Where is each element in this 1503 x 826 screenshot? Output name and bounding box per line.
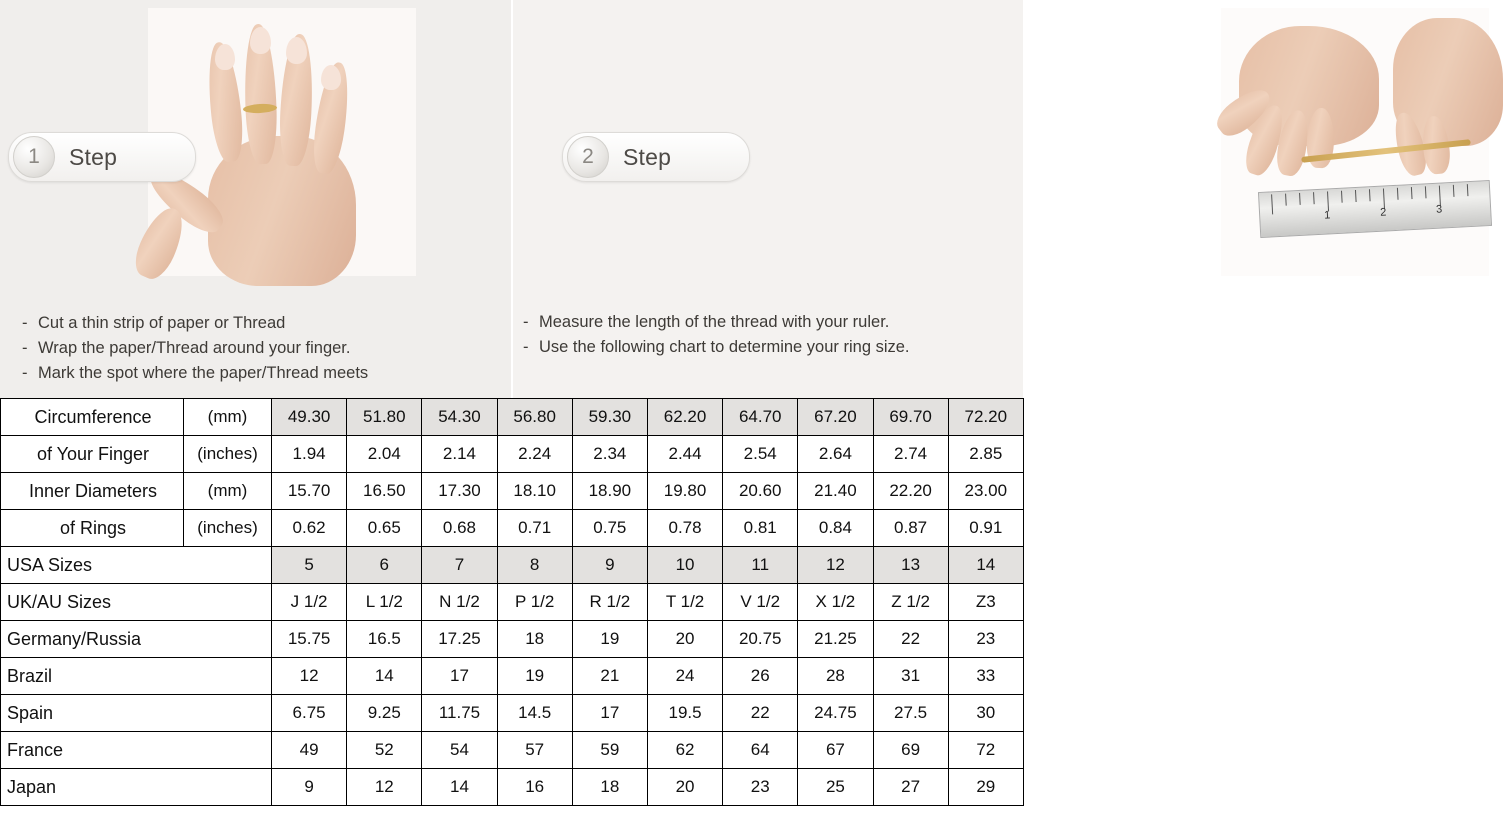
step-1-instructions: - Cut a thin strip of paper or Thread - Wrap the paper/Thread around your finger. - Mark the spot where the paper/Thread meets <box>22 314 369 382</box>
cell: Z 1/2 <box>873 584 948 621</box>
cell: 19.80 <box>647 473 722 510</box>
cell: 0.91 <box>948 510 1023 547</box>
table-row <box>1 436 1024 473</box>
cell: 51.80 <box>347 399 422 436</box>
step-2-instruction-2: Use the following chart to determine your ring size. <box>539 338 910 356</box>
table-row <box>1 621 1024 658</box>
cell: 0.75 <box>572 510 647 547</box>
cell: 59 <box>572 732 647 769</box>
cell: 6.75 <box>272 695 347 732</box>
cell: 18 <box>497 621 572 658</box>
cell: R 1/2 <box>572 584 647 621</box>
cell: 23 <box>723 769 798 806</box>
cell: 24 <box>647 658 722 695</box>
ring-size-table <box>0 398 1024 806</box>
cell: 27.5 <box>873 695 948 732</box>
row-label-circumference: Circumference <box>1 399 184 436</box>
cell: 21.40 <box>798 473 873 510</box>
cell: 0.81 <box>723 510 798 547</box>
cell: 9.25 <box>347 695 422 732</box>
cell: 13 <box>873 547 948 584</box>
row-label-brazil: Brazil <box>1 658 272 695</box>
cell: 30 <box>948 695 1023 732</box>
cell: 20 <box>647 769 722 806</box>
cell: 11 <box>723 547 798 584</box>
cell: 18.10 <box>497 473 572 510</box>
cell: 2.34 <box>572 436 647 473</box>
cell: 20.60 <box>723 473 798 510</box>
ruler-number-3: 3 <box>1435 203 1443 216</box>
ruler-number-1: 1 <box>1323 209 1331 222</box>
cell: 16.50 <box>347 473 422 510</box>
table-row <box>1 473 1024 510</box>
cell: 31 <box>873 658 948 695</box>
cell: 19 <box>572 621 647 658</box>
table-row <box>1 547 1024 584</box>
step-1-instruction-2: Wrap the paper/Thread around your finger. <box>38 339 351 357</box>
ring-size-table-wrap <box>0 398 1023 806</box>
cell: 2.14 <box>422 436 497 473</box>
step-2-label: Step <box>623 143 672 170</box>
step-1-instruction-1: Cut a thin strip of paper or Thread <box>38 314 286 332</box>
cell: 52 <box>347 732 422 769</box>
cell: 23 <box>948 621 1023 658</box>
cell: 22.20 <box>873 473 948 510</box>
cell: 2.74 <box>873 436 948 473</box>
table-row <box>1 399 1024 436</box>
cell: 16.5 <box>347 621 422 658</box>
step-2-number: 2 <box>567 136 609 178</box>
cell: 0.78 <box>647 510 722 547</box>
cell: 14 <box>422 769 497 806</box>
step-2-panel <box>511 0 1443 398</box>
cell: N 1/2 <box>422 584 497 621</box>
table-row <box>1 658 1024 695</box>
cell: 17 <box>422 658 497 695</box>
cell: 19 <box>497 658 572 695</box>
step-2-photo <box>1221 8 1489 276</box>
row-label-uk-au: UK/AU Sizes <box>1 584 272 621</box>
cell: 8 <box>497 547 572 584</box>
cell: 69 <box>873 732 948 769</box>
row-label-japan: Japan <box>1 769 272 806</box>
steps-section <box>0 0 1443 398</box>
cell: 2.64 <box>798 436 873 473</box>
cell: 17.25 <box>422 621 497 658</box>
step-2-instruction-1: Measure the length of the thread with your ruler. <box>539 313 890 331</box>
cell: 14 <box>948 547 1023 584</box>
row-label-usa: USA Sizes <box>1 547 272 584</box>
panel-divider <box>511 0 513 398</box>
cell: 14 <box>347 658 422 695</box>
cell: 15.70 <box>272 473 347 510</box>
cell: 9 <box>572 547 647 584</box>
table-row <box>1 584 1024 621</box>
cell: 0.62 <box>272 510 347 547</box>
cell: 0.87 <box>873 510 948 547</box>
unit-mm-2: (mm) <box>184 473 272 510</box>
cell: 20.75 <box>723 621 798 658</box>
row-label-germany-russia: Germany/Russia <box>1 621 272 658</box>
cell: 62.20 <box>647 399 722 436</box>
cell: 0.71 <box>497 510 572 547</box>
cell: 2.44 <box>647 436 722 473</box>
step-2-badge <box>562 132 750 182</box>
cell: 25 <box>798 769 873 806</box>
cell: 22 <box>723 695 798 732</box>
cell: 22 <box>873 621 948 658</box>
cell: 33 <box>948 658 1023 695</box>
cell: 20 <box>647 621 722 658</box>
cell: 56.80 <box>497 399 572 436</box>
cell: 9 <box>272 769 347 806</box>
cell: 64 <box>723 732 798 769</box>
cell: 2.54 <box>723 436 798 473</box>
step-1-badge <box>8 132 196 182</box>
cell: 62 <box>647 732 722 769</box>
cell: 15.75 <box>272 621 347 658</box>
table-row <box>1 769 1024 806</box>
cell: 0.84 <box>798 510 873 547</box>
cell: 72 <box>948 732 1023 769</box>
cell: 49 <box>272 732 347 769</box>
cell: 54.30 <box>422 399 497 436</box>
cell: V 1/2 <box>723 584 798 621</box>
cell: L 1/2 <box>347 584 422 621</box>
row-label-spain: Spain <box>1 695 272 732</box>
cell: 23.00 <box>948 473 1023 510</box>
cell: 18 <box>572 769 647 806</box>
step-2-instructions: - Measure the length of the thread with your ruler. - Use the following chart to determine your ring size. <box>523 313 910 356</box>
cell: 21.25 <box>798 621 873 658</box>
unit-mm: (mm) <box>184 399 272 436</box>
cell: P 1/2 <box>497 584 572 621</box>
cell: 29 <box>948 769 1023 806</box>
cell: 12 <box>798 547 873 584</box>
cell: 1.94 <box>272 436 347 473</box>
cell: 72.20 <box>948 399 1023 436</box>
cell: 2.24 <box>497 436 572 473</box>
cell: 14.5 <box>497 695 572 732</box>
cell: 49.30 <box>272 399 347 436</box>
cell: 57 <box>497 732 572 769</box>
ruler-number-2: 2 <box>1379 206 1387 219</box>
row-label-france: France <box>1 732 272 769</box>
cell: 24.75 <box>798 695 873 732</box>
table-row <box>1 510 1024 547</box>
cell: T 1/2 <box>647 584 722 621</box>
cell: 67 <box>798 732 873 769</box>
cell: 21 <box>572 658 647 695</box>
cell: 54 <box>422 732 497 769</box>
cell: 0.65 <box>347 510 422 547</box>
cell: 18.90 <box>572 473 647 510</box>
step-1-label: Step <box>69 143 118 170</box>
cell: 12 <box>347 769 422 806</box>
cell: 11.75 <box>422 695 497 732</box>
cell: 16 <box>497 769 572 806</box>
unit-inches-2: (inches) <box>184 510 272 547</box>
cell: 28 <box>798 658 873 695</box>
cell: 17.30 <box>422 473 497 510</box>
cell: 67.20 <box>798 399 873 436</box>
cell: 2.85 <box>948 436 1023 473</box>
table-row <box>1 695 1024 732</box>
cell: 6 <box>347 547 422 584</box>
cell: 64.70 <box>723 399 798 436</box>
step-1-panel <box>0 0 511 398</box>
table-row <box>1 732 1024 769</box>
cell: 12 <box>272 658 347 695</box>
cell: 17 <box>572 695 647 732</box>
cell: 2.04 <box>347 436 422 473</box>
cell: 5 <box>272 547 347 584</box>
step-1-number: 1 <box>13 136 55 178</box>
row-label-inner-diameter: Inner Diameters <box>1 473 184 510</box>
unit-inches: (inches) <box>184 436 272 473</box>
row-label-inner-diameter-2: of Rings <box>1 510 184 547</box>
cell: X 1/2 <box>798 584 873 621</box>
cell: 0.68 <box>422 510 497 547</box>
cell: 69.70 <box>873 399 948 436</box>
cell: Z3 <box>948 584 1023 621</box>
cell: 26 <box>723 658 798 695</box>
cell: 59.30 <box>572 399 647 436</box>
cell: 10 <box>647 547 722 584</box>
cell: 19.5 <box>647 695 722 732</box>
row-label-circumference-2: of Your Finger <box>1 436 184 473</box>
cell: 27 <box>873 769 948 806</box>
cell: 7 <box>422 547 497 584</box>
cell: J 1/2 <box>272 584 347 621</box>
step-1-instruction-3: Mark the spot where the paper/Thread meets <box>38 364 369 382</box>
